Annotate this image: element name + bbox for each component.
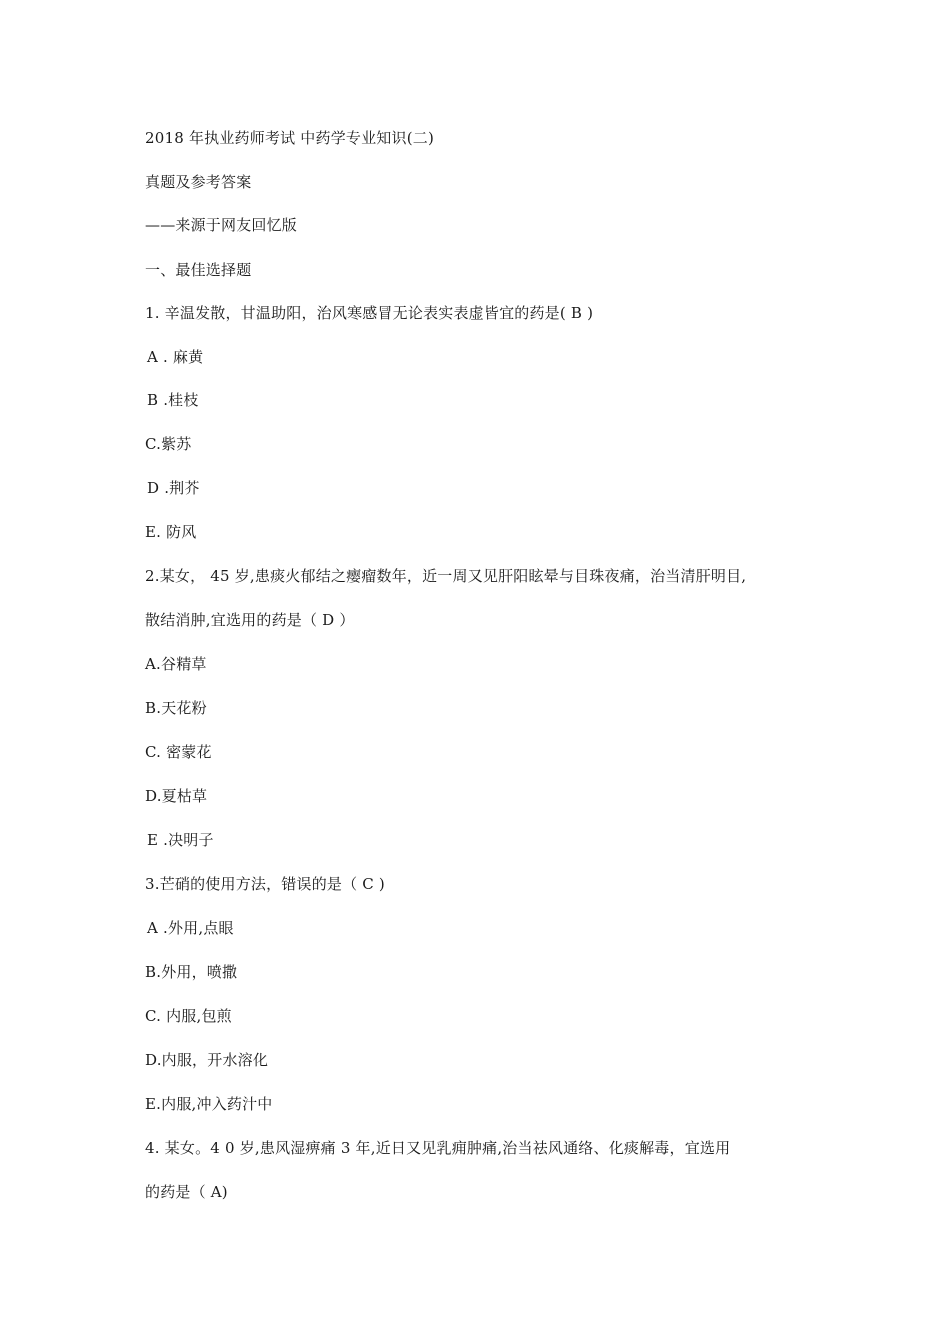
section-heading: 一、最佳选择题 [145, 261, 252, 279]
question-3-option-b: B.外用，喷撒 [145, 963, 238, 981]
question-3-stem: 3.芒硝的使用方法，错误的是（ C ) [145, 875, 385, 893]
question-2-option-d: D.夏枯草 [145, 787, 208, 805]
question-4-stem-line-1: 4. 某女。4 0 岁,患风湿痹痛 3 年,近日又见乳痈肿痛,治当祛风通络、化痰解毒，宜选用 [145, 1139, 731, 1157]
question-2-stem-line-1: 2.某女， 45 岁,患痰火郁结之瘿瘤数年，近一周又见肝阳眩晕与目珠夜痛，治当清肝明目, [145, 567, 747, 585]
question-3-option-a: A .外用,点眼 [147, 919, 234, 937]
question-3-option-d: D.内服，开水溶化 [145, 1051, 269, 1069]
question-2-option-e: E .决明子 [147, 831, 214, 849]
question-1-option-a: A . 麻黄 [147, 348, 204, 366]
question-2-option-b: B.天花粉 [145, 699, 207, 717]
question-2-option-c: C. 密蒙花 [145, 743, 212, 761]
question-3-option-c: C. 内服,包煎 [145, 1007, 232, 1025]
question-1-stem: 1. 辛温发散，甘温助阳，治风寒感冒无论表实表虚皆宜的药是( B ) [145, 304, 594, 322]
document-source: ——来源于网友回忆版 [145, 216, 298, 234]
question-2-option-a: A.谷精草 [145, 655, 207, 673]
document-title: 2018 年执业药师考试 中药学专业知识(二) [145, 129, 435, 147]
question-1-option-b: B .桂枝 [147, 391, 199, 409]
question-3-option-e: E.内服,冲入药汁中 [145, 1095, 273, 1113]
question-4-stem-line-2: 的药是（ A) [145, 1183, 228, 1201]
question-1-option-d: D .荆芥 [147, 479, 200, 497]
question-1-option-c: C.紫苏 [145, 435, 192, 453]
document-subtitle: 真题及参考答案 [145, 173, 252, 191]
question-1-option-e: E. 防风 [145, 523, 197, 541]
question-2-stem-line-2: 散结消肿,宜选用的药是（ D ） [145, 611, 355, 629]
